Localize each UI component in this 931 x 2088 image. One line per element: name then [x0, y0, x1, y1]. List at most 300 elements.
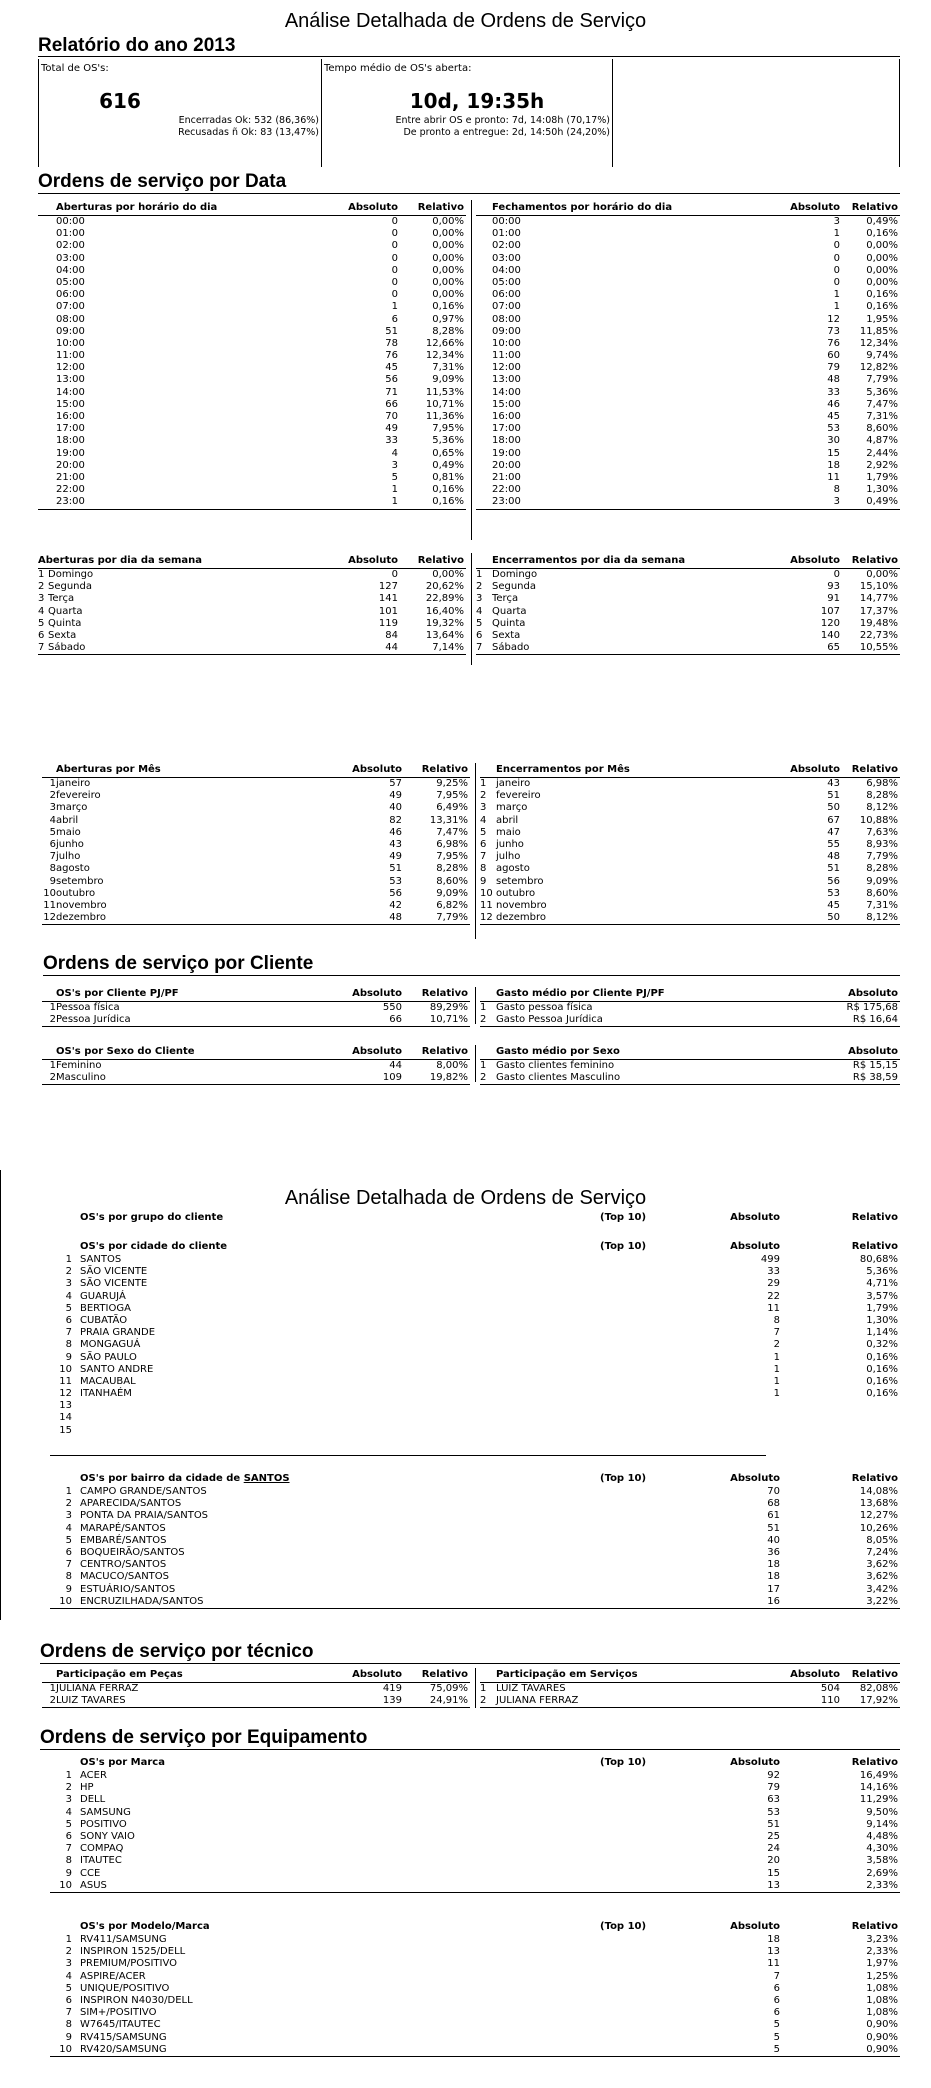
- table-header: [480, 764, 900, 778]
- table-row: [480, 1695, 900, 1707]
- table-cell: 4: [65, 1806, 72, 1818]
- table-cell: EMBARÉ/SANTOS: [80, 1534, 167, 1546]
- table-row: [476, 593, 900, 605]
- table-cell: 17:00: [492, 423, 521, 435]
- column-header: OS's por Sexo do Cliente: [56, 1046, 195, 1057]
- table-cell: BERTIOGA: [80, 1302, 131, 1314]
- table-cell: 9: [65, 1351, 72, 1363]
- table-cell: 0,90%: [866, 2031, 898, 2043]
- table-cell: 8,60%: [866, 887, 898, 899]
- table-cell: 7,79%: [866, 374, 898, 386]
- table-cell: 23:00: [56, 496, 85, 508]
- table-cell: 10,88%: [859, 814, 898, 826]
- table-cell: 01:00: [56, 228, 85, 240]
- table-row: [480, 863, 900, 875]
- table-row: [42, 802, 470, 814]
- table-row: [50, 1855, 900, 1867]
- table-cell: 13: [59, 1400, 72, 1412]
- table-cell: 5: [65, 1534, 72, 1546]
- table-cell: 11: [767, 1958, 780, 1970]
- table-bottom-rule: [476, 654, 900, 655]
- table-cell: maio: [56, 826, 81, 838]
- table-cell: 65: [827, 642, 840, 654]
- column-header: Absoluto: [730, 1212, 780, 1223]
- column-header: (Top 10): [600, 1757, 647, 1768]
- table-cell: 0,16%: [432, 496, 464, 508]
- table-cell: 79: [767, 1782, 780, 1794]
- table-cell: 16: [767, 1595, 780, 1607]
- divider: [50, 1455, 766, 1456]
- table-cell: 50: [827, 912, 840, 924]
- table-cell: setembro: [496, 875, 544, 887]
- table-cell: 2: [65, 1946, 72, 1958]
- table-cell: 45: [827, 899, 840, 911]
- table-row: [50, 1547, 900, 1559]
- table-row: [50, 1946, 900, 1958]
- table-header: [480, 1669, 900, 1683]
- table-bottom-rule: [50, 1892, 900, 1893]
- column-header: Absoluto: [352, 988, 402, 999]
- table-cell: 57: [389, 778, 402, 789]
- table-cell: 5,36%: [432, 435, 464, 447]
- table-cell: 00:00: [56, 216, 85, 227]
- table-cell: 1: [391, 496, 398, 508]
- table-row: [42, 863, 470, 875]
- table-cell: 7: [65, 2007, 72, 2019]
- table-cell: 53: [827, 423, 840, 435]
- table-cell: 46: [389, 826, 402, 838]
- table-cell: Quinta: [492, 617, 526, 629]
- table-cell: 21:00: [492, 471, 521, 483]
- table-cell: 9,09%: [432, 374, 464, 386]
- table-cell: W7645/ITAUTEC: [80, 2019, 161, 2031]
- table-row: [42, 876, 470, 888]
- table-cell: 1: [773, 1363, 780, 1375]
- table-header: [38, 555, 466, 569]
- column-header: Absoluto: [730, 1757, 780, 1768]
- table-cell: 10,71%: [429, 1014, 468, 1026]
- table-row: [480, 1060, 900, 1072]
- table-cell: 8: [65, 1571, 72, 1583]
- column-header: OS's por Marca: [80, 1757, 165, 1768]
- table-cell: março: [56, 802, 88, 814]
- table-cell: Gasto pessoa física: [496, 1002, 593, 1013]
- table-cell: 0,16%: [866, 301, 898, 313]
- table-bottom-rule: [42, 924, 470, 925]
- table-cell: 7: [65, 1327, 72, 1339]
- table-cell: 8,05%: [866, 1534, 898, 1546]
- table-row: [50, 1794, 900, 1806]
- table-cidade: [50, 1241, 900, 1437]
- table-row: [476, 350, 900, 362]
- table-cell: Sexta: [492, 629, 521, 641]
- table-cell: 1: [65, 1770, 72, 1781]
- table-row: [476, 228, 900, 240]
- table-cell: 9,74%: [866, 350, 898, 362]
- table-cell: CENTRO/SANTOS: [80, 1559, 167, 1571]
- table-row: [38, 387, 466, 399]
- table-cell: Segunda: [492, 581, 536, 593]
- table-cell: 8,28%: [866, 863, 898, 875]
- total-os-label: Total de OS's:: [41, 63, 109, 74]
- table-cell: 5: [38, 617, 45, 629]
- table-cell: 51: [827, 863, 840, 875]
- table-cell: 0: [391, 240, 398, 252]
- table-cell: 12: [43, 912, 56, 924]
- column-header: Absoluto: [790, 202, 840, 213]
- table-cell: 2: [65, 1266, 72, 1278]
- table-cell: 08:00: [56, 313, 85, 325]
- table-cell: 06:00: [492, 289, 521, 301]
- table-cell: 14: [59, 1412, 72, 1424]
- table-cell: APARECIDA/SANTOS: [80, 1498, 182, 1510]
- table-cell: ESTUÁRIO/SANTOS: [80, 1583, 176, 1595]
- avg-time-value: 10d, 19:35h: [409, 89, 545, 113]
- table-cell: 66: [389, 1014, 402, 1026]
- table-bottom-rule: [480, 1026, 900, 1027]
- table-row: [480, 876, 900, 888]
- table-cell: 109: [382, 1072, 402, 1084]
- table-cell: PONTA DA PRAIA/SANTOS: [80, 1510, 209, 1522]
- table-cell: 12: [59, 1388, 72, 1400]
- table-cell: 7: [773, 1970, 780, 1982]
- table-row: [42, 1683, 470, 1695]
- table-cell: 13,31%: [429, 814, 468, 826]
- table-row: [476, 460, 900, 472]
- table-row: [50, 1425, 900, 1437]
- table-cell: 8,28%: [432, 325, 464, 337]
- table-cell: 14,77%: [859, 593, 898, 605]
- table-cell: 0,81%: [432, 471, 464, 483]
- table-cell: 0: [391, 216, 398, 227]
- table-row: [50, 1807, 900, 1819]
- table-cell: 76: [827, 337, 840, 349]
- table-cell: ITAUTEC: [80, 1855, 122, 1867]
- table-cell: 9: [65, 1583, 72, 1595]
- table-cell: 8,00%: [436, 1060, 468, 1071]
- table-cell: 3: [65, 1794, 72, 1806]
- table-row: [50, 1498, 900, 1510]
- table-cell: 03:00: [492, 252, 521, 264]
- table-row: [480, 1683, 900, 1695]
- table-cell: 23:00: [492, 496, 521, 508]
- table-cell: 1,14%: [866, 1327, 898, 1339]
- column-header: [80, 1473, 400, 1485]
- table-cell: 4,71%: [866, 1278, 898, 1290]
- table-row: [50, 1278, 900, 1290]
- table-cell: 02:00: [492, 240, 521, 252]
- table-cell: 0,16%: [866, 1351, 898, 1363]
- table-header: [50, 1921, 900, 1934]
- table-cell: outubro: [56, 887, 96, 899]
- table-cell: SÃO PAULO: [80, 1351, 137, 1363]
- table-row: [50, 1831, 900, 1843]
- table-cell: 1: [65, 1486, 72, 1497]
- table-cell: 0,65%: [432, 447, 464, 459]
- table-cell: 8: [833, 484, 840, 496]
- table-row: [38, 350, 466, 362]
- table-cell: 3: [49, 802, 56, 814]
- table-row: [480, 1072, 900, 1084]
- table-row: [42, 790, 470, 802]
- table-cell: janeiro: [496, 778, 531, 789]
- table-cell: 18: [767, 1934, 780, 1945]
- table-cell: 107: [820, 605, 840, 617]
- table-cell: 6,98%: [436, 838, 468, 850]
- table-cell: 02:00: [56, 240, 85, 252]
- table-cell: 7,31%: [432, 362, 464, 374]
- table-cell: 11: [59, 1375, 72, 1387]
- table-row: [38, 314, 466, 326]
- table-cell: 51: [767, 1818, 780, 1830]
- divider: [40, 1663, 900, 1664]
- table-cell: 8: [65, 1339, 72, 1351]
- column-header: Absoluto: [790, 555, 840, 566]
- table-cell: 14:00: [56, 386, 85, 398]
- table-cell: 11: [480, 899, 493, 911]
- column-header: Relativo: [417, 202, 464, 213]
- table-row: [476, 289, 900, 301]
- column-header: Relativo: [851, 1212, 898, 1223]
- table-row: [38, 642, 466, 654]
- table-cell: 2: [65, 1782, 72, 1794]
- table-cell: 3: [38, 593, 45, 605]
- table-cell: 42: [389, 899, 402, 911]
- section-title-tecnico: Ordens de serviço por técnico: [40, 1641, 314, 1662]
- table-row: [476, 362, 900, 374]
- table-cell: 3: [480, 802, 487, 814]
- table-cell: 11:00: [492, 350, 521, 362]
- table-cell: 7: [65, 1559, 72, 1571]
- table-cell: 7,79%: [436, 912, 468, 924]
- table-row: [38, 423, 466, 435]
- table-cell: Pessoa Jurídica: [56, 1014, 131, 1026]
- table-cell: 21:00: [56, 471, 85, 483]
- table-row: [476, 314, 900, 326]
- table-cell: 17: [767, 1583, 780, 1595]
- table-cell: 4: [65, 1970, 72, 1982]
- divider: [38, 193, 900, 194]
- table-cell: 9: [65, 2031, 72, 2043]
- table-cell: 4: [476, 605, 483, 617]
- table-cell: 82: [389, 814, 402, 826]
- table-cell: RV411/SAMSUNG: [80, 1934, 167, 1945]
- table-cell: 3,62%: [866, 1571, 898, 1583]
- column-header: Gasto médio por Sexo: [496, 1046, 620, 1057]
- table-cell: agosto: [56, 863, 90, 875]
- table-cell: 4: [38, 605, 45, 617]
- table-cell: 6: [65, 1994, 72, 2006]
- table-cell: 0: [391, 252, 398, 264]
- table-row: [50, 1315, 900, 1327]
- table-cell: 9,50%: [866, 1806, 898, 1818]
- table-row: [38, 240, 466, 252]
- table-cell: 6: [38, 629, 45, 641]
- table-cell: 3,57%: [866, 1290, 898, 1302]
- table-cell: 3: [476, 593, 483, 605]
- table-row: [38, 265, 466, 277]
- column-header: Absoluto: [348, 202, 398, 213]
- table-cell: 2: [480, 1695, 487, 1707]
- column-header: Fechamentos por horário do dia: [492, 202, 673, 213]
- table-cell: 7: [38, 642, 45, 654]
- table-cell: 0,00%: [432, 228, 464, 240]
- table-cell: LUIZ TAVARES: [56, 1695, 126, 1707]
- table-cell: 2,33%: [866, 1946, 898, 1958]
- table-cell: 0: [833, 276, 840, 288]
- table-cell: 0,00%: [866, 569, 898, 580]
- table-row: [476, 472, 900, 484]
- table-cell: 0,00%: [866, 264, 898, 276]
- table-row: [50, 1584, 900, 1596]
- table-cell: 17,37%: [859, 605, 898, 617]
- table-cell: 13,68%: [859, 1498, 898, 1510]
- column-header: OS's por cidade do cliente: [80, 1241, 228, 1252]
- table-cell: 0,16%: [866, 228, 898, 240]
- table-row: [476, 569, 900, 581]
- table-cell: 20: [767, 1855, 780, 1867]
- table-cell: 24,91%: [429, 1695, 468, 1707]
- table-cell: 1: [833, 289, 840, 301]
- table-month-close: [480, 764, 900, 925]
- column-header: Absoluto: [348, 555, 398, 566]
- table-row: [42, 827, 470, 839]
- table-cell: 12,66%: [425, 337, 464, 349]
- table-cell: 2: [480, 1072, 487, 1084]
- table-cell: 8,60%: [866, 423, 898, 435]
- table-row: [476, 265, 900, 277]
- table-cell: ENCRUZILHADA/SANTOS: [80, 1595, 204, 1607]
- table-cell: 4,30%: [866, 1843, 898, 1855]
- table-cell: R$ 15,15: [852, 1060, 898, 1071]
- table-hour-open: [38, 202, 466, 510]
- table-cell: 09:00: [492, 325, 521, 337]
- column-header: (Top 10): [600, 1241, 647, 1252]
- table-cell: 6: [773, 1994, 780, 2006]
- table-cell: 0: [833, 252, 840, 264]
- table-bottom-rule: [42, 1026, 470, 1027]
- table-cell: 8: [49, 863, 56, 875]
- table-header: [476, 555, 900, 569]
- table-cell: Gasto clientes Masculino: [496, 1072, 621, 1084]
- table-cell: 8: [65, 2019, 72, 2031]
- table-cell: 11,36%: [425, 411, 464, 422]
- table-cell: 5: [65, 1302, 72, 1314]
- table-cell: 5,36%: [866, 1266, 898, 1278]
- table-cell: 45: [385, 362, 398, 374]
- table-cell: BOQUEIRÃO/SANTOS: [80, 1546, 185, 1558]
- table-row: [476, 435, 900, 447]
- table-cell: ASUS: [80, 1879, 107, 1891]
- table-cell: novembro: [496, 899, 547, 911]
- column-header: (Top 10): [600, 1921, 647, 1932]
- table-cell: 48: [827, 374, 840, 386]
- table-cell: R$ 175,68: [846, 1002, 898, 1013]
- table-cell: 5: [773, 2043, 780, 2055]
- table-cell: 11: [43, 899, 56, 911]
- table-cell: 48: [827, 851, 840, 863]
- table-cell: 22,89%: [425, 593, 464, 605]
- table-cell: 3,23%: [866, 1934, 898, 1945]
- table-cell: 9: [65, 1867, 72, 1879]
- table-cell: novembro: [56, 899, 107, 911]
- table-row: [38, 618, 466, 630]
- table-cell: R$ 16,64: [852, 1014, 898, 1026]
- table-cell: 18:00: [492, 435, 521, 447]
- column-header: Gasto médio por Cliente PJ/PF: [496, 988, 665, 999]
- column-header: Participação em Serviços: [496, 1669, 638, 1680]
- table-cell: 9: [480, 875, 487, 887]
- column-header: Encerramentos por Mês: [496, 764, 630, 775]
- column-header: Relativo: [851, 1473, 898, 1484]
- table-row: [480, 839, 900, 851]
- table-modelo: [50, 1921, 900, 2057]
- table-row: [38, 484, 466, 496]
- table-cell: 7,63%: [866, 826, 898, 838]
- table-cell: 10: [59, 1363, 72, 1375]
- table-cell: 5: [773, 2019, 780, 2031]
- table-row: [50, 1782, 900, 1794]
- table-cell: junho: [56, 838, 84, 850]
- table-row: [476, 240, 900, 252]
- table-row: [42, 839, 470, 851]
- table-cell: 0,16%: [866, 1363, 898, 1375]
- column-header: Participação em Peças: [56, 1669, 183, 1680]
- table-cell: JULIANA FERRAZ: [56, 1683, 139, 1694]
- table-cell: 8,60%: [436, 875, 468, 887]
- table-cell: 7: [49, 851, 56, 863]
- table-bottom-rule: [50, 1608, 900, 1609]
- table-cell: 0,16%: [866, 289, 898, 301]
- table-row: [476, 387, 900, 399]
- table-cell: 93: [827, 581, 840, 593]
- column-header: Relativo: [851, 202, 898, 213]
- table-cell: 1,30%: [866, 1314, 898, 1326]
- table-row: [476, 606, 900, 618]
- column-header: OS's por Cliente PJ/PF: [56, 988, 179, 999]
- divider: [40, 1749, 900, 1750]
- table-cell: 1: [480, 1060, 487, 1071]
- summary-panel: [38, 59, 900, 167]
- table-cell: maio: [496, 826, 521, 838]
- table-bottom-rule: [38, 654, 466, 655]
- table-cell: 4: [65, 1522, 72, 1534]
- table-row: [38, 374, 466, 386]
- table-cell: 4: [480, 814, 487, 826]
- table-cell: 55: [827, 838, 840, 850]
- table-cell: 6: [65, 1314, 72, 1326]
- table-cell: 5: [65, 1982, 72, 1994]
- table-cell: Quarta: [48, 605, 83, 617]
- table-row: [38, 606, 466, 618]
- table-cell: SANTOS: [80, 1254, 122, 1265]
- table-row: [50, 2007, 900, 2019]
- table-header: [50, 1473, 900, 1486]
- table-bottom-rule: [42, 1707, 470, 1708]
- section-title-cliente: Ordens de serviço por Cliente: [43, 953, 314, 974]
- table-cell: 3: [391, 459, 398, 471]
- table-cell: Pessoa física: [56, 1002, 120, 1013]
- table-cell: 51: [827, 790, 840, 802]
- table-bottom-rule: [480, 924, 900, 925]
- table-cell: julho: [56, 851, 81, 863]
- table-cell: 10: [59, 2043, 72, 2055]
- table-cell: 8,12%: [866, 912, 898, 924]
- table-cell: 5: [773, 2031, 780, 2043]
- table-cell: GUARUJÁ: [80, 1290, 126, 1302]
- table-cell: 6,98%: [866, 778, 898, 789]
- table-cell: 1: [391, 301, 398, 313]
